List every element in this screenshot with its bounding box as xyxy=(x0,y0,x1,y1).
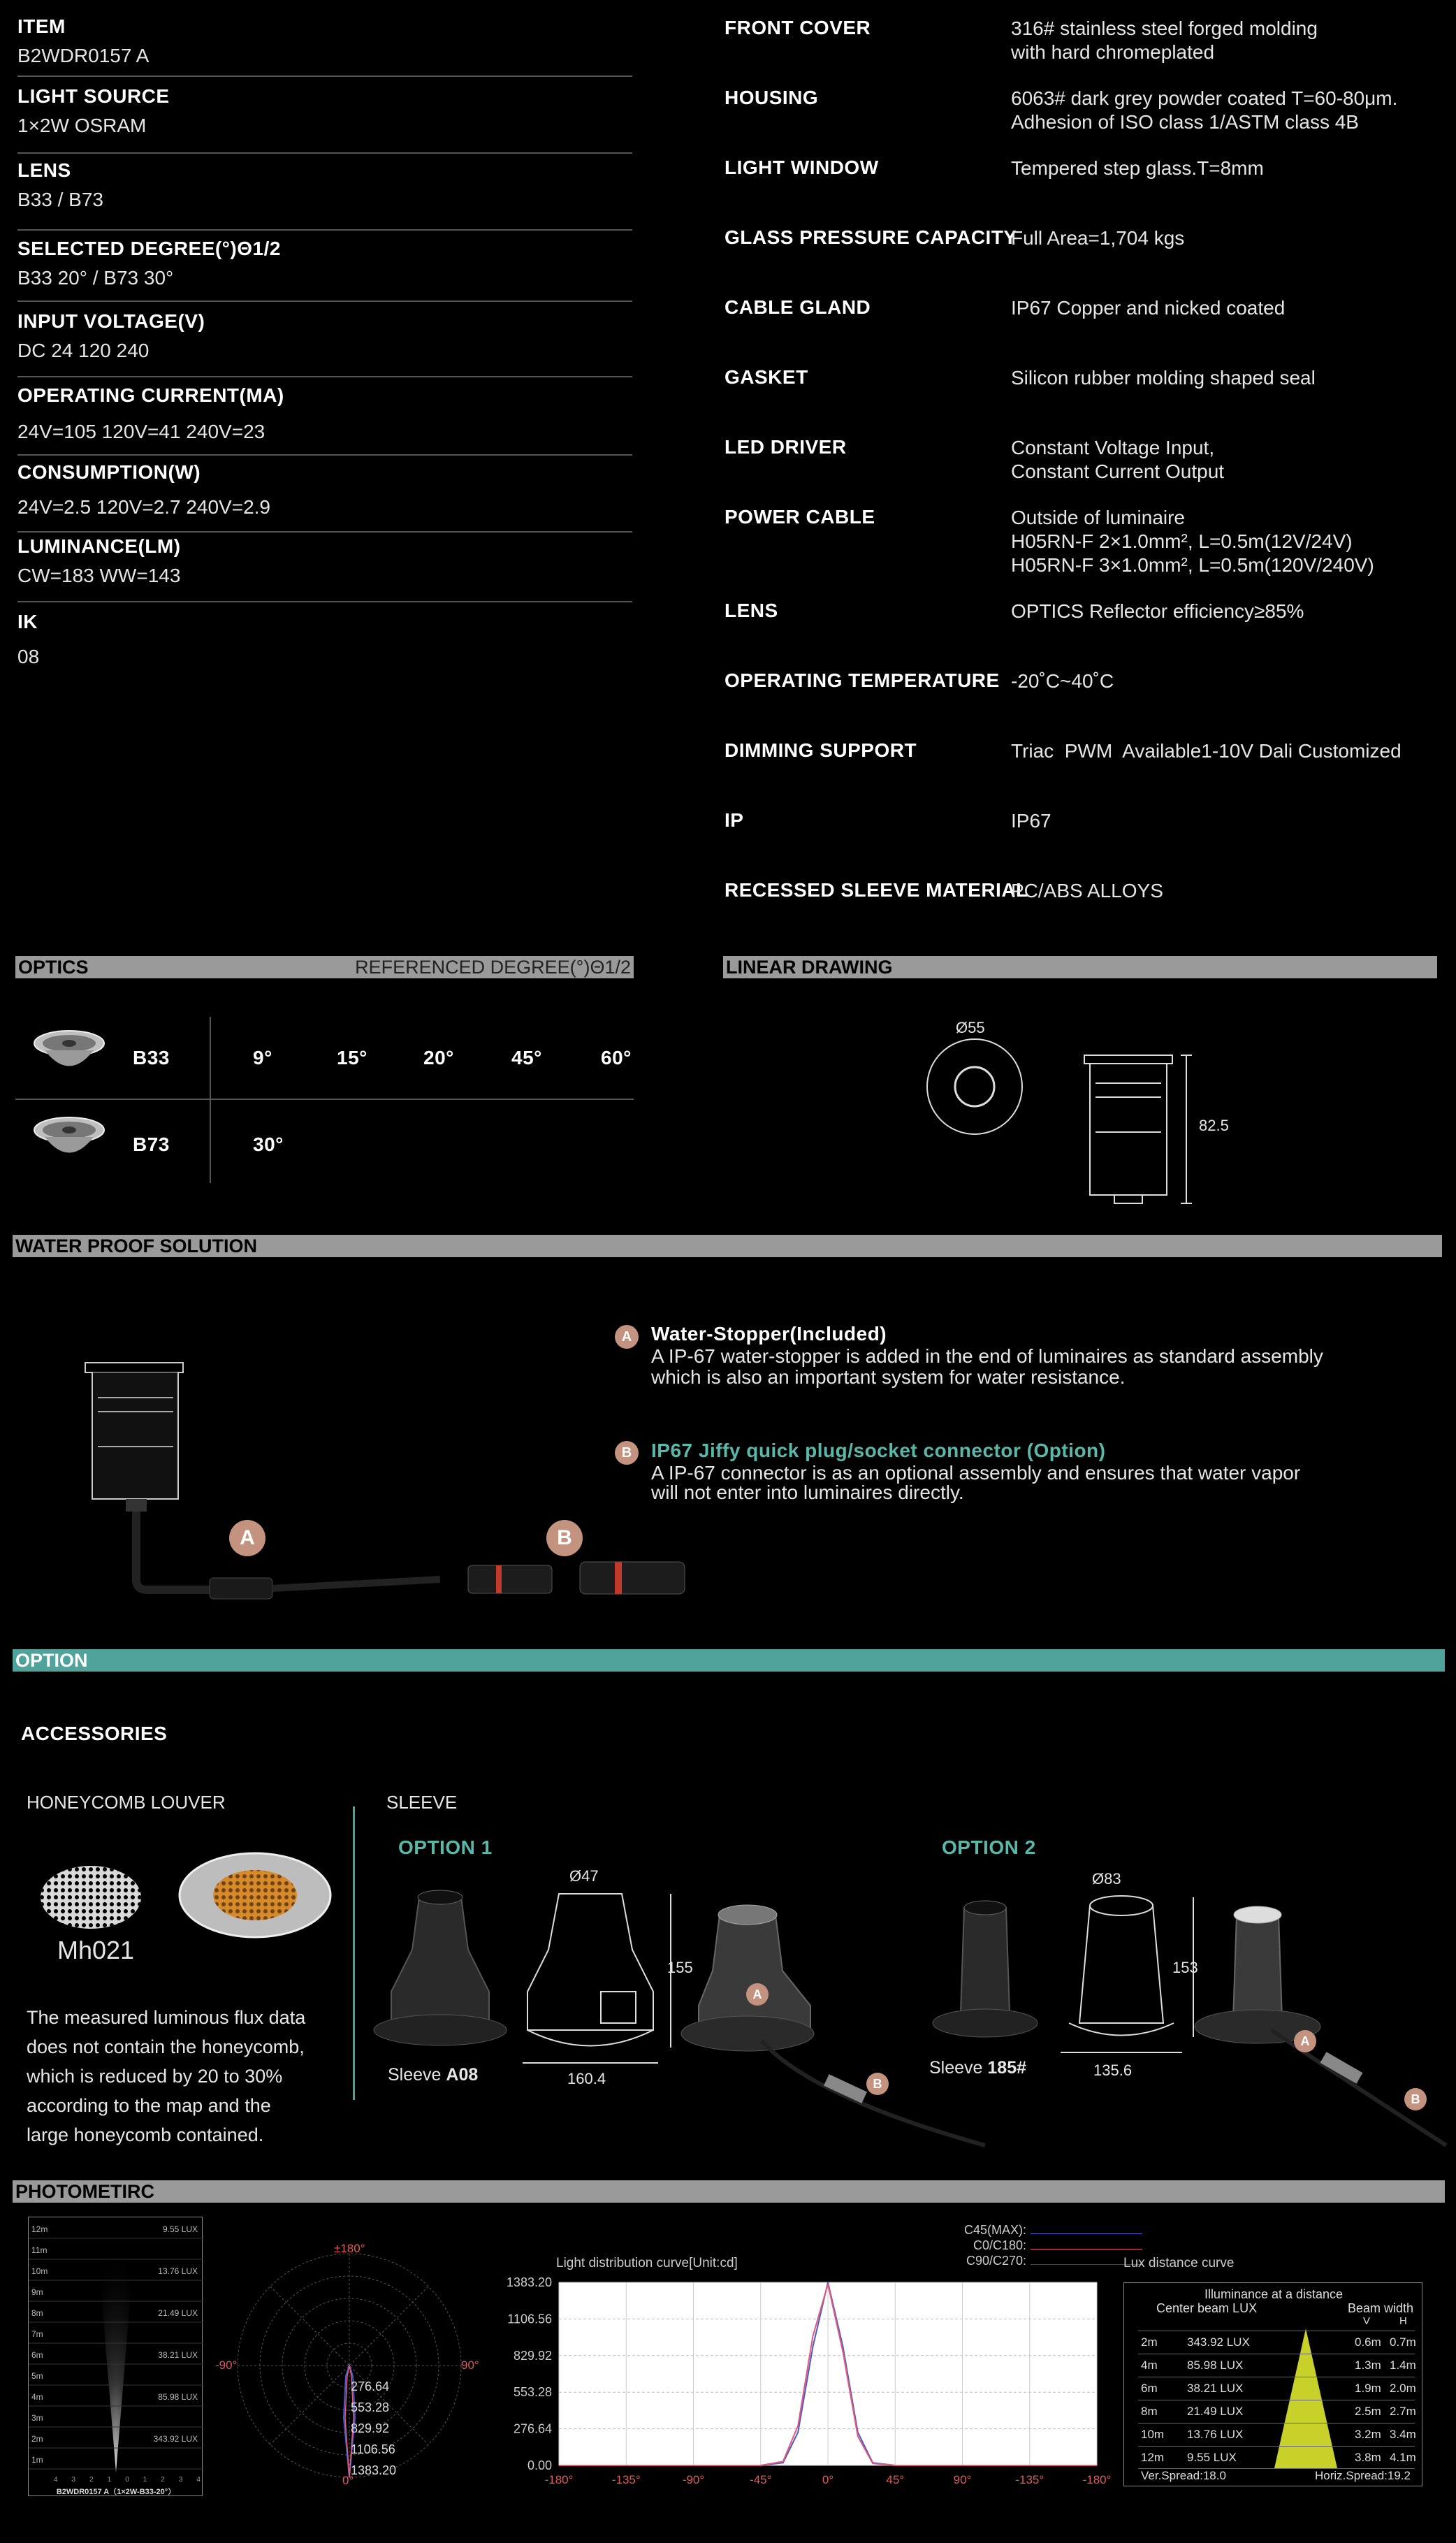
spec-item xyxy=(17,611,632,674)
water-stopper-text: which is also an important system for water resistance. xyxy=(651,1366,1126,1388)
optics-degree: 60° xyxy=(601,1047,632,1068)
option1-title: OPTION 1 xyxy=(398,1836,493,1858)
spec-item xyxy=(17,15,632,77)
legend-badge-b: B xyxy=(615,1441,639,1465)
beam-lux: 38.21 LUX xyxy=(158,2350,198,2360)
spec-item xyxy=(17,238,632,302)
spec-label: OPERATING CURRENT(MA) xyxy=(17,384,284,406)
spec-label: LENS xyxy=(725,600,778,621)
spec-label: SELECTED DEGREE(°)Θ1/2 xyxy=(17,238,281,259)
legend-label: C45(MAX): xyxy=(964,2223,1027,2237)
beam-distance: 11m xyxy=(31,2245,48,2255)
lux-header: Illuminance at a distance xyxy=(1204,2287,1344,2301)
spec-value: IP67 xyxy=(1011,810,1051,832)
beam-lux: 21.49 LUX xyxy=(158,2308,198,2318)
beam-diagram xyxy=(28,2217,203,2496)
connector-title: IP67 Jiffy quick plug/socket connector (Option) xyxy=(651,1440,1106,1461)
polar-bottom-label: 0° xyxy=(342,2474,354,2487)
light-distribution-chart xyxy=(489,2271,1112,2495)
spec-label: HOUSING xyxy=(725,87,819,108)
spec-label: INPUT VOLTAGE(V) xyxy=(17,310,205,332)
x-tick-label: 45° xyxy=(886,2473,905,2486)
y-tick-label: 0.00 xyxy=(527,2458,552,2472)
polar-ring-label: 1106.56 xyxy=(351,2442,395,2456)
spec-value: 1×2W OSRAM xyxy=(17,115,147,136)
lens-b33-icon xyxy=(31,1026,108,1082)
lux-row xyxy=(1138,2400,1415,2423)
beam-distance: 3m xyxy=(31,2413,43,2423)
lux-hor-spread: Horiz.Spread:19.2 xyxy=(1314,2469,1411,2482)
beam-axis-tick: 0 xyxy=(125,2476,129,2484)
sleeve-185-label xyxy=(929,2058,1026,2078)
spec-item xyxy=(17,461,632,532)
spec-value: Constant Voltage Input, Constant Current Output xyxy=(1011,437,1225,482)
lux-h: 3.4m xyxy=(1390,2428,1416,2441)
y-tick-label: 829.92 xyxy=(513,2348,552,2363)
optics-degree: 20° xyxy=(423,1047,454,1068)
sleeve2-assembly-icon xyxy=(1188,1887,1453,2152)
beam-lux-labels xyxy=(154,2219,198,2470)
lux-distance: 4m xyxy=(1141,2359,1158,2372)
lux-title: Lux distance curve xyxy=(1123,2256,1235,2270)
optics-degree: 15° xyxy=(337,1047,367,1068)
x-tick-label: -135° xyxy=(611,2473,641,2486)
polar-top-label: ±180° xyxy=(334,2242,365,2255)
y-tick-label: 276.64 xyxy=(513,2421,552,2436)
beam-distance-labels xyxy=(31,2219,48,2470)
badge-a: A xyxy=(229,1520,265,1556)
lux-v: 3.2m xyxy=(1355,2428,1381,2441)
polar-ring-labels xyxy=(351,2376,396,2481)
lux-value: 21.49 LUX xyxy=(1187,2405,1244,2418)
lux-distance: 2m xyxy=(1141,2335,1158,2349)
beam-caption: B2WDR0157 A（1×2W-B33-20°） xyxy=(56,2488,176,2496)
lux-col-beam: Beam width xyxy=(1348,2301,1414,2315)
spec-value: Triac PWM Available1-10V Dali Customized xyxy=(1011,740,1402,762)
sleeve-code: A08 xyxy=(446,2065,479,2085)
water-stopper-title: Water-Stopper(Included) xyxy=(651,1323,887,1345)
beam-distance: 6m xyxy=(31,2350,43,2360)
lux-value: 9.55 LUX xyxy=(1187,2451,1237,2464)
beam-distance: 8m xyxy=(31,2308,43,2318)
optics-degree: 45° xyxy=(511,1047,542,1068)
sleeve2-badge-b: B xyxy=(1404,2088,1427,2110)
sleeve1-badge-a: A xyxy=(746,1983,769,2006)
spec-value: Outside of luminaire H05RN-F 2×1.0mm², L=0.5m(12V/24V) H05RN-F 3×1.0mm², L=0.5m(120V/240V) xyxy=(1011,507,1374,576)
lux-v: 1.3m xyxy=(1355,2359,1381,2372)
spec-value: 316# stainless steel forged molding with hard chromeplated xyxy=(1011,17,1318,63)
beam-distance: 1m xyxy=(31,2455,43,2465)
lux-distance: 10m xyxy=(1141,2428,1165,2441)
y-tick-label: 1383.20 xyxy=(506,2275,552,2289)
spec-value: OPTICS Reflector efficiency≥85% xyxy=(1011,600,1304,622)
linear-height: 82.5 xyxy=(1199,1117,1229,1134)
lux-v: 0.6m xyxy=(1355,2335,1381,2349)
spec-item xyxy=(17,159,632,231)
optics-subtitle: REFERENCED DEGREE(°)Θ1/2 xyxy=(355,957,631,978)
lux-distance: 6m xyxy=(1141,2382,1158,2395)
spec-value: B33 20° / B73 30° xyxy=(17,267,174,289)
beam-lux xyxy=(154,2407,198,2428)
polar-ring-label: 553.28 xyxy=(351,2400,390,2414)
sleeve-a08-label xyxy=(388,2065,478,2085)
honeycomb-code: Mh021 xyxy=(57,1936,135,1964)
x-tick-label: -90° xyxy=(682,2473,705,2486)
spec-item xyxy=(17,310,632,377)
lux-value: 38.21 LUX xyxy=(1187,2382,1244,2395)
spec-label: FRONT COVER xyxy=(725,17,871,38)
option-divider xyxy=(353,1806,355,2100)
beam-distance: 4m xyxy=(31,2392,43,2402)
spec-value: 08 xyxy=(17,646,40,667)
beam-lux xyxy=(154,2449,198,2470)
optics-divider-v xyxy=(210,1017,211,1183)
lux-h: 2.7m xyxy=(1390,2405,1416,2418)
spec-label: LUMINANCE(LM) xyxy=(17,535,181,557)
lamp-top-view-icon xyxy=(922,1034,1027,1139)
spec-label: ITEM xyxy=(17,15,66,37)
polar-ring-label: 1383.20 xyxy=(351,2463,397,2477)
spec-label: IK xyxy=(17,611,38,632)
lux-col-v: V xyxy=(1363,2315,1371,2327)
optics-degree: 9° xyxy=(253,1047,272,1068)
sleeve-185-icon xyxy=(926,1894,1051,2055)
beam-axis-tick: 4 xyxy=(196,2476,201,2484)
polar-ring-label: 276.64 xyxy=(351,2379,390,2393)
chart-legend xyxy=(964,2222,1142,2268)
water-stopper-illustration xyxy=(77,1356,720,1614)
option2-title: OPTION 2 xyxy=(942,1836,1036,1858)
beam-distance: 2m xyxy=(31,2434,43,2444)
beam-axis-tick: 2 xyxy=(89,2476,94,2484)
note-line: according to the map and the xyxy=(27,2095,271,2116)
beam-lux xyxy=(154,2282,198,2303)
honeycomb-note xyxy=(27,2003,305,2150)
legend-item xyxy=(964,2222,1142,2238)
spec-label: POWER CABLE xyxy=(725,506,875,528)
spec-value: DC 24 120 240 xyxy=(17,340,150,361)
lux-h: 1.4m xyxy=(1390,2359,1416,2372)
optics-lens-b33: B33 xyxy=(133,1047,170,1068)
note-line: large honeycomb contained. xyxy=(27,2124,264,2145)
chart-title: Light distribution curve[Unit:cd] xyxy=(556,2256,738,2270)
lux-distance: 12m xyxy=(1141,2451,1165,2464)
spec-label: LED DRIVER xyxy=(725,436,847,458)
linear-drawing-header: LINEAR DRAWING xyxy=(723,956,1437,978)
spec-value: 24V=105 120V=41 240V=23 xyxy=(17,421,265,442)
sleeve-prefix: Sleeve xyxy=(929,2058,988,2078)
beam-distance: 10m xyxy=(31,2266,48,2276)
beam-distance: 12m xyxy=(31,2224,48,2234)
accessories-title: ACCESSORIES xyxy=(21,1723,168,1744)
lux-v: 1.9m xyxy=(1355,2382,1381,2395)
badge-b: B xyxy=(546,1520,583,1556)
lux-h: 2.0m xyxy=(1390,2382,1416,2395)
beam-axis-tick: 2 xyxy=(161,2476,165,2484)
spec-label: IP xyxy=(725,809,744,831)
sleeve1-badge-b: B xyxy=(866,2073,889,2095)
connector-text: will not enter into luminaires directly. xyxy=(651,1481,964,1503)
legend-label: C0/C180: xyxy=(973,2238,1027,2252)
honeycomb-louver-icon xyxy=(38,1852,332,1943)
spec-value: 24V=2.5 120V=2.7 240V=2.9 xyxy=(17,496,270,518)
spec-value: B2WDR0157 A xyxy=(17,45,150,66)
sleeve2-badge-a: A xyxy=(1294,2030,1316,2052)
sleeve2-width: 135.6 xyxy=(1093,2062,1133,2079)
spec-label: LIGHT WINDOW xyxy=(725,157,879,178)
connector-text: A IP-67 connector is as an optional assembly and ensures that water vapor xyxy=(651,1462,1301,1484)
spec-value: Full Area=1,704 kgs xyxy=(1011,227,1185,249)
beam-axis-tick: 1 xyxy=(107,2476,112,2484)
lux-row xyxy=(1138,2423,1415,2446)
lux-row xyxy=(1138,2446,1415,2469)
spec-label: DIMMING SUPPORT xyxy=(725,739,917,761)
sleeve-a08-icon xyxy=(370,1887,510,2055)
spec-value: 6063# dark grey powder coated T=60-80μm. Adhesion of ISO class 1/ASTM class 4B xyxy=(1011,87,1398,133)
y-tick-label: 553.28 xyxy=(513,2385,552,2400)
lux-row xyxy=(1138,2377,1415,2400)
beam-axis-tick: 3 xyxy=(178,2476,183,2484)
spec-label: LIGHT SOURCE xyxy=(17,85,170,107)
legend-item xyxy=(964,2253,1142,2268)
polar-left-label: -90° xyxy=(215,2359,238,2372)
water-stopper-text: A IP-67 water-stopper is added in the end of luminaires as standard assembly xyxy=(651,1345,1323,1367)
spec-value: B33 / B73 xyxy=(17,189,103,210)
spec-value: Silicon rubber molding shaped seal xyxy=(1011,367,1316,389)
lux-value: 85.98 LUX xyxy=(1187,2359,1244,2372)
x-tick-label: -180° xyxy=(544,2473,574,2486)
legend-swatch xyxy=(1031,2233,1142,2234)
lux-row xyxy=(1138,2331,1415,2354)
beam-axis-tick: 3 xyxy=(71,2476,76,2484)
lux-row xyxy=(1138,2354,1415,2377)
legend-item xyxy=(964,2238,1142,2253)
lux-value: 343.92 LUX xyxy=(1187,2335,1250,2349)
beam-lux: 343.92 LUX xyxy=(153,2434,198,2444)
beam-axis xyxy=(54,2476,201,2484)
spec-label: LENS xyxy=(17,159,71,181)
spec-value: PC/ABS ALLOYS xyxy=(1011,880,1163,901)
spec-value: Tempered step glass.T=8mm xyxy=(1011,157,1264,179)
beam-distance: 7m xyxy=(31,2329,43,2339)
sleeve-prefix: Sleeve xyxy=(388,2065,446,2085)
beam-lux: 9.55 LUX xyxy=(162,2224,198,2234)
spec-label: GASKET xyxy=(725,366,808,388)
spec-item xyxy=(17,85,632,154)
spec-value: CW=183 WW=143 xyxy=(17,565,181,586)
lux-h: 0.7m xyxy=(1390,2335,1416,2349)
note-line: The measured luminous flux data xyxy=(27,2007,306,2028)
lux-h: 4.1m xyxy=(1390,2451,1416,2464)
lens-b73-icon xyxy=(31,1113,108,1168)
lamp-side-view-icon xyxy=(1076,1055,1202,1209)
spec-item xyxy=(17,535,632,602)
optics-divider-h xyxy=(15,1099,634,1100)
sleeve-code: 185# xyxy=(987,2058,1027,2078)
note-line: does not contain the honeycomb, xyxy=(27,2036,305,2057)
sleeve2-diameter: Ø83 xyxy=(1092,1870,1121,1888)
spec-label: OPERATING TEMPERATURE xyxy=(725,669,1000,691)
lux-ver-spread: Ver.Spread:18.0 xyxy=(1141,2469,1226,2482)
beam-lux xyxy=(154,2366,198,2386)
lux-col-h: H xyxy=(1399,2315,1407,2327)
lux-table xyxy=(1123,2282,1422,2486)
x-tick-label: 0° xyxy=(822,2473,834,2486)
spec-label: CONSUMPTION(W) xyxy=(17,461,201,483)
honeycomb-title: HONEYCOMB LOUVER xyxy=(27,1792,226,1813)
spec-label: GLASS PRESSURE CAPACITY xyxy=(725,226,1017,248)
polar-ring-label: 829.92 xyxy=(351,2421,390,2435)
water-proof-header: WATER PROOF SOLUTION xyxy=(13,1235,1442,1257)
sleeve1-drawing-icon xyxy=(517,1887,685,2065)
note-line: which is reduced by 20 to 30% xyxy=(27,2066,283,2087)
optics-lens-b73: B73 xyxy=(133,1133,170,1155)
y-tick-label: 1106.56 xyxy=(507,2312,552,2326)
beam-axis-tick: 4 xyxy=(54,2476,58,2484)
sleeve1-diameter: Ø47 xyxy=(569,1867,599,1885)
spec-label: RECESSED SLEEVE MATERIAL xyxy=(725,879,1028,901)
x-tick-label: -135° xyxy=(1015,2473,1044,2486)
sleeve1-width: 160.4 xyxy=(567,2070,606,2087)
beam-lux xyxy=(154,2240,198,2261)
spec-item xyxy=(17,384,632,456)
beam-axis-tick: 1 xyxy=(143,2476,147,2484)
sleeve2-height: 153 xyxy=(1172,1959,1198,1976)
beam-lux: 85.98 LUX xyxy=(158,2392,198,2402)
sleeve-title: SLEEVE xyxy=(386,1792,458,1813)
lux-v: 3.8m xyxy=(1355,2451,1381,2464)
spec-value: IP67 Copper and nicked coated xyxy=(1011,297,1286,319)
x-tick-label: 90° xyxy=(953,2473,972,2486)
legend-badge-a: A xyxy=(615,1325,639,1349)
beam-lux: 13.76 LUX xyxy=(158,2266,198,2276)
lux-value: 13.76 LUX xyxy=(1187,2428,1244,2441)
x-tick-label: -45° xyxy=(750,2473,772,2486)
x-tick-label: -180° xyxy=(1082,2473,1112,2486)
beam-lux xyxy=(154,2324,198,2345)
photometric-header: PHOTOMETIRC xyxy=(13,2180,1445,2203)
polar-right-label: 90° xyxy=(461,2359,479,2372)
spec-value: -20˚C~40˚C xyxy=(1011,670,1114,692)
legend-label: C90/C270: xyxy=(966,2254,1027,2268)
linear-diameter: Ø55 xyxy=(956,1019,985,1036)
optics-degree: 30° xyxy=(253,1133,284,1155)
optics-title: OPTICS xyxy=(18,957,89,978)
spec-label: CABLE GLAND xyxy=(725,296,871,318)
lux-distance: 8m xyxy=(1141,2405,1158,2418)
sleeve1-height: 155 xyxy=(667,1959,693,1976)
lux-col-center: Center beam LUX xyxy=(1156,2301,1258,2315)
lux-v: 2.5m xyxy=(1355,2405,1381,2418)
option-header: OPTION xyxy=(13,1649,1445,1672)
beam-distance: 5m xyxy=(31,2371,43,2381)
optics-header xyxy=(15,956,634,978)
lux-rows xyxy=(1138,2331,1415,2469)
beam-distance: 9m xyxy=(31,2287,43,2297)
